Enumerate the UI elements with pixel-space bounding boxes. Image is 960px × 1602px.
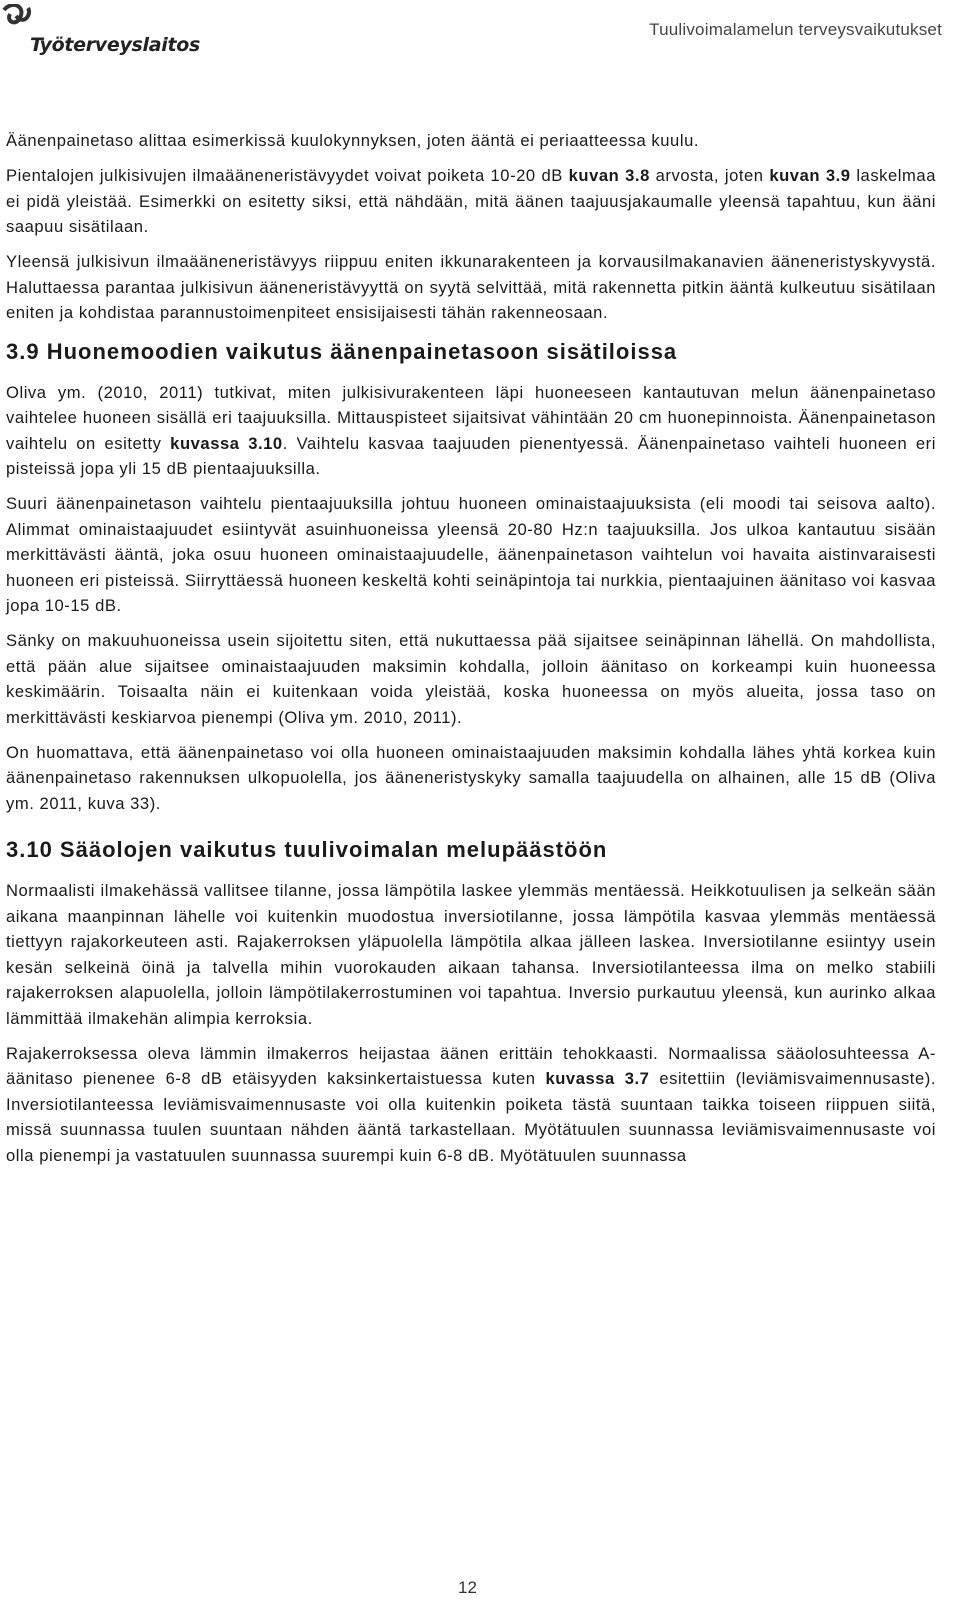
running-title: Tuulivoimalamelun terveysvaikutukset [649,20,942,39]
page-header [0,0,960,70]
paragraph: Sänky on makuuhuoneissa usein sijoitettu siten, että nukuttaessa pää sijaitsee seinäpinnan lähellä. On mahdollista, että pään alue sijaitsee ominaistaajuuden maksimin kohdalla, jolloin äänitaso on korkeampi kuin huoneessa keskimäärin. Toisaalta näin ei kuitenkaan voida yleistää, koska huoneessa on myös alueita, jossa taso on merkittävästi keskiarvoa pienempi (Oliva ym. 2010, 2011). [6,631,936,727]
document-body [6,128,936,1178]
logo [0,2,201,60]
figure-reference: kuvassa 3.10 [170,433,283,453]
figure-reference: kuvassa 3.7 [545,1069,650,1088]
paragraph: Normaalisti ilmakehässä vallitsee tilanne, jossa lämpötila laskee ylemmäs mentäessä. Heikkotuulisen ja selkeän sään aikana maanpinnan lähelle voi kuitenkin muodostua inversiotilanne, jossa lämpötila kasvaa ylemmäs mentäessä tiettyyn rajakorkeuteen asti. Rajakerroksen yläpuolella lämpötila alkaa jälleen laskea. Inversiotilanne esiintyy usein kesän selkeinä öinä ja talvella mihin vuorokauden aikaan tahansa. Inversiotilanteessa ilma on melko stabiili rajakerroksen alapuolella, jolloin lämpötilakerrostuminen voi tapahtua. Inversio purkautuu yleensä, kun aurinko alkaa lämmittää ilmakehän alimpia kerroksia. [6,881,936,1028]
paragraph: Pientalojen julkisivujen ilmaääneneristävyydet voivat poiketa 10-20 dB kuvan 3.8 arvosta, joten kuvan 3.9 laskelmaa ei pidä yleistää. Esimerkki on esitetty siksi, että nähdään, mitä äänen taajuusjakaumalle yleensä tapahtuu, kun ääni saapuu sisätilaan. [6,166,936,236]
section-heading: 3.10 Sääolojen vaikutus tuulivoimalan melupäästöön [6,837,608,862]
paragraph: On huomattava, että äänenpainetaso voi olla huoneen ominaistaajuuden maksimin kohdalla lähes yhtä korkea kuin äänenpainetaso rakennuksen ulkopuolella, jos ääneneristyskyky samalla taajuudella on alhainen, alle 15 dB (Oliva ym. 2011, kuva 33). [6,742,936,813]
page-number: 12 [458,1578,477,1597]
logo-text: Työterveyslaitos [30,34,201,56]
paragraph: Oliva ym. (2010, 2011) tutkivat, miten julkisivurakenteen läpi huoneeseen kantautuvan melun äänenpainetaso vaihtelee huoneen sisällä eri taajuuksilla. Mittauspisteet sijaitsivat vähintään 20 cm huonepinnoista. Äänenpainetason vaihtelu on esitetty kuvassa 3.10. Vaihtelu kasvaa taajuuden pienentyessä. Äänenpainetaso vaihteli huoneen eri pisteissä jopa yli 15 dB pientaajuuksilla. [6,382,936,478]
section-heading: 3.9 Huonemoodien vaikutus äänenpainetasoon sisätiloissa [6,338,678,364]
figure-reference: kuvan 3.9 [769,166,851,185]
figure-reference: kuvan 3.8 [568,166,650,185]
paragraph: Äänenpainetaso alittaa esimerkissä kuulokynnyksen, joten ääntä ei periaatteessa kuulu. [6,131,700,150]
paragraph: Suuri äänenpainetason vaihtelu pientaajuuksilla johtuu huoneen ominaistaajuuksista (eli moodi tai seisova aalto). Alimmat ominaistaajuudet esiintyvät asuinhuoneissa yleensä 20-80 Hz:n taajuuksilla. Jos ulkoa kantautuu sisään merkittävästi ääntä, joka osuu huoneen ominaistaajuudelle, äänenpainetason vaihtelun voi havaita aistinvaraisesti huoneen eri pisteissä. Siirryttäessä huoneen keskeltä kohti seinäpintoja tai nurkkia, pientaajuinen äänitaso voi kasvaa jopa 10-15 dB. [6,494,936,615]
paragraph: Rajakerroksessa oleva lämmin ilmakerros heijastaa äänen erittäin tehokkaasti. Normaalissa sääolosuhteessa A-äänitaso pienenee 6-8 dB etäisyyden kaksinkertaistuessa kuten kuvassa 3.7 esitettiin (leviämisvaimennusaste). Inversiotilanteessa leviämisvaimennusaste voi olla kuitenkin poiketa tästä suuntaan taikka toiseen riippuen siitä, missä suunnassa tuulen suuntaan nähden ääntä tarkastellaan. Myötätuulen suunnassa leviämisvaimennusaste voi olla pienempi ja vastatuulen suunnassa suurempi kuin 6-8 dB. Myötätuulen suunnassa [6,1043,936,1165]
logo-mark-icon [2,4,62,38]
paragraph: Yleensä julkisivun ilmaääneneristävyys riippuu eniten ikkunarakenteen ja korvausilmakanavien ääneneristyskyvystä. Haluttaessa parantaa julkisivun ääneneristävyyttä on syytä selvittää, mitä rakennetta pitkin ääntä kulkeutuu sisätilaan eniten ja kohdistaa parannustoimenpiteet ensisijaisesti tähän rakenneosaan. [6,252,936,322]
